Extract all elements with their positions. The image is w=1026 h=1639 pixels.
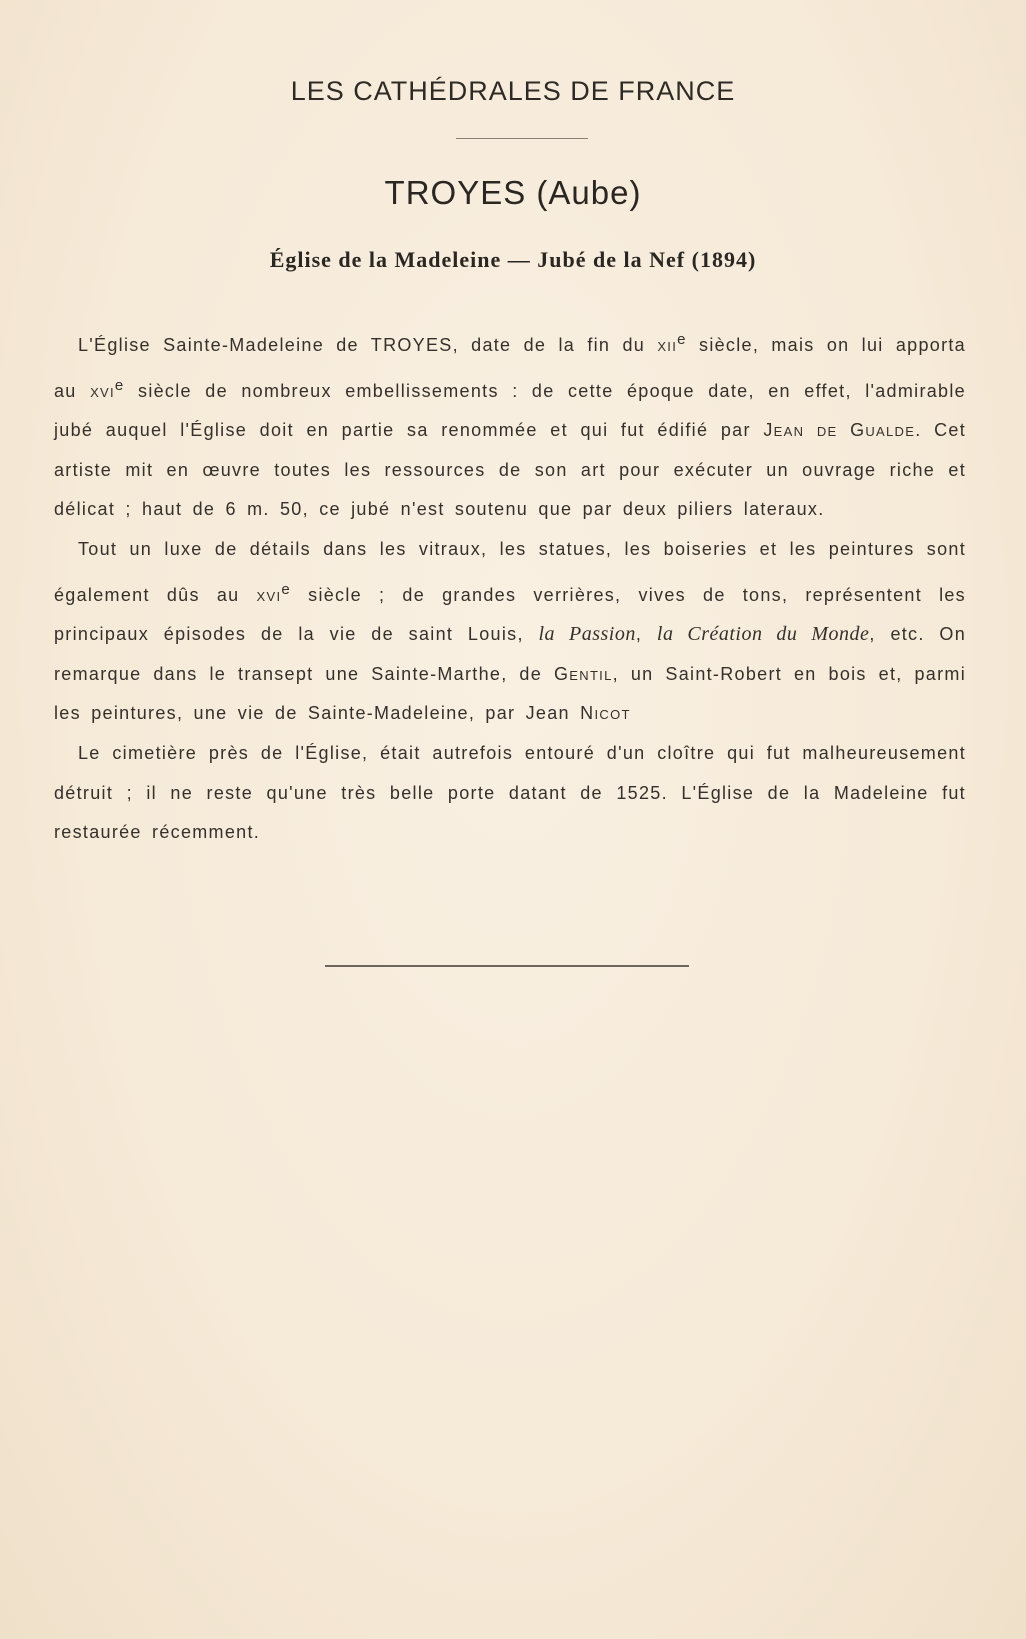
subtitle: Église de la Madeleine — Jubé de la Nef (1894): [269, 247, 757, 272]
century-superscript: e: [281, 580, 292, 598]
series-title: LES CATHÉDRALES DE FRANCE: [290, 76, 736, 106]
century-superscript: e: [114, 376, 125, 394]
century-numeral: xvi: [90, 380, 115, 401]
painter-name: Nicot: [580, 703, 631, 724]
artwork-title: la Création du Monde: [656, 623, 870, 646]
sculptor-name: Gentil: [553, 663, 613, 684]
bottom-divider: [325, 965, 689, 967]
title-divider: [456, 138, 588, 139]
century-numeral: xvi: [256, 584, 282, 605]
paragraph-2: Tout un luxe de détails dans les vitraux, les statues, les boiseries et les peintures sont également dûs au xvi$^e$ siècle ; de grandes verrières, vives de tons, représentent les principaux épisodes de la vie de saint Louis, la Passion, la Création du Monde, etc. On remarque dans le transept une Sainte-Marthe, de Gentil, un Saint-Robert en bois et, parmi les peintures, une vie de Sainte-Madeleine, par Jean Nicot: [54, 538, 967, 724]
city-title: TROYES (Aube): [384, 174, 642, 211]
artist-name: Jean de Gualde: [763, 420, 916, 441]
artwork-title: la Passion: [538, 623, 636, 646]
century-numeral: xii: [657, 335, 678, 355]
century-superscript: e: [677, 331, 687, 348]
description-text: [54, 320, 966, 853]
paragraph-3: Le cimetière près de l'Église, était autrefois entouré d'un cloître qui fut malheureusement détruit ; il ne reste qu'une très belle porte datant de 1525. L'Église de la Madeleine fut restaurée récemment.: [54, 742, 966, 843]
paragraph-1: L'Église Sainte-Madeleine de TROYES, date de la fin du xii$^e$ siècle, mais on lui apporta au xvi$^e$ siècle de nombreux embellissements : de cette époque date, en effet, l'admirable jubé auquel l'Église doit en partie sa renommée et qui fut édifié par Jean de Gualde. Cet artiste mit en œuvre toutes les ressources de son art pour exécuter un ouvrage riche et délicat ; haut de 6 m. 50, ce jubé n'est soutenu que par deux piliers lateraux.: [54, 331, 967, 520]
